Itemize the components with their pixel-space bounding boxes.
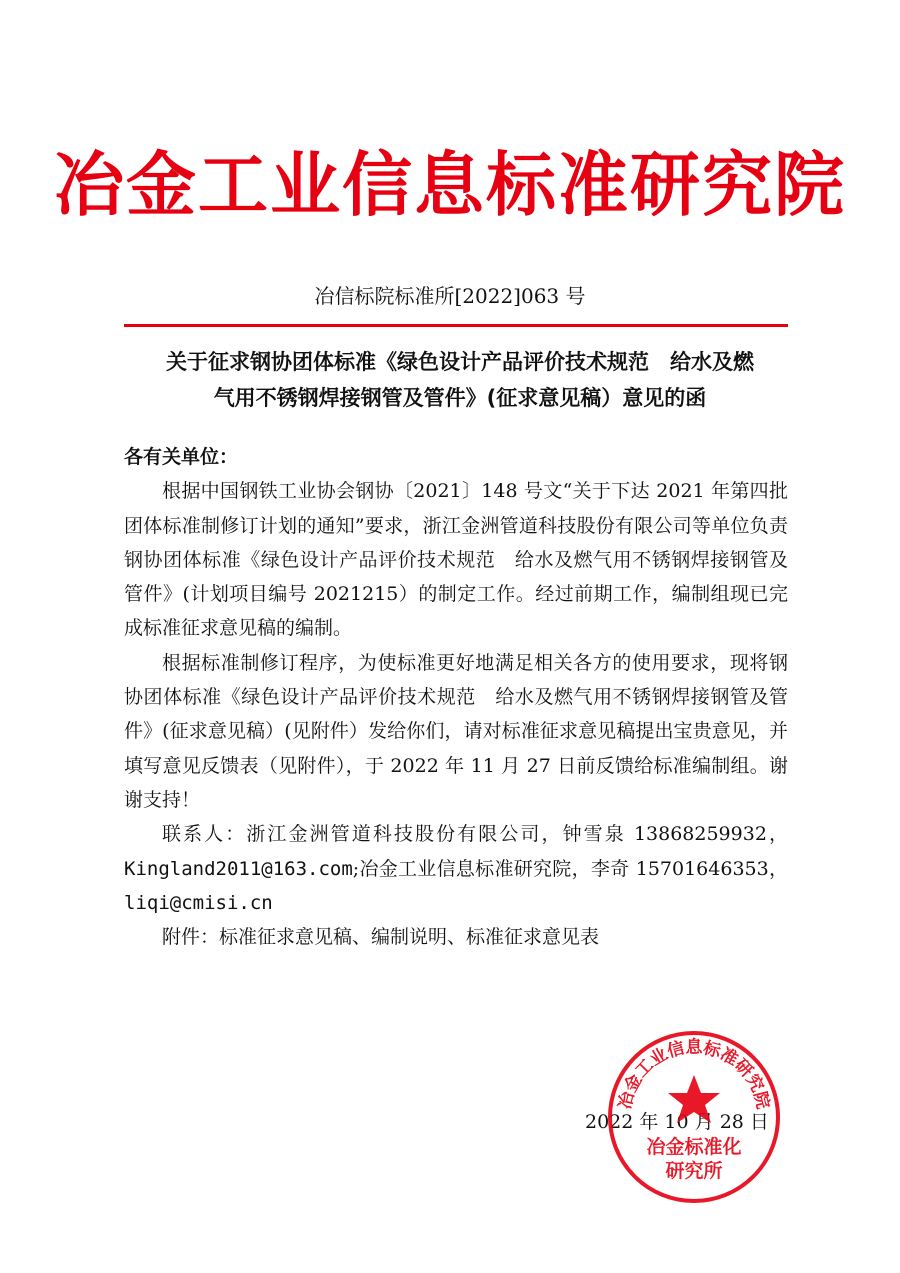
document-title <box>120 344 800 416</box>
official-seal <box>604 1027 784 1207</box>
seal-star-icon <box>668 1075 720 1123</box>
contact-company: 浙江金洲管道科技股份有限公司，钟雪泉 13868259932， <box>246 823 788 846</box>
seal-graphic <box>604 1027 784 1207</box>
contact-email-1: Kingland2011@163.com <box>124 857 353 880</box>
seal-text-top: 冶金工业信息标准研究院 <box>615 1037 773 1112</box>
masthead-org-name: 冶金工业信息标准研究院 <box>54 144 846 226</box>
title-line-1: 关于征求钢协团体标准《绿色设计产品评价技术规范 给水及燃 <box>166 350 754 374</box>
contact-label: 联系人： <box>162 823 247 846</box>
title-line-2: 气用不锈钢焊接钢管及管件》(征求意见稿）意见的函 <box>213 386 707 410</box>
paragraph-1: 根据中国钢铁工业协会钢协〔2021〕148 号文“关于下达 2021 年第四批团体标准制修订计划的通知”要求，浙江金洲管道科技股份有限公司等单位负责钢协团体标准《绿色设计产品评价技术规范 给水及燃气用不锈钢焊接钢管及管件》(计划项目编号 2021215）的制定工作。经过前期工作，编制组现已完成标准征求意见稿的编制。 <box>124 480 788 640</box>
seal-text-center-1: 冶金标准化 <box>646 1136 742 1158</box>
seal-text-center-2: 研究所 <box>665 1160 723 1182</box>
letter-body <box>124 440 788 954</box>
contact-paragraph <box>124 817 788 920</box>
contact-email-2: liqi@cmisi.cn <box>124 891 273 914</box>
document-number: 冶信标院标准所[2022]063 号 <box>314 284 586 308</box>
attachment-line: 附件：标准征求意见稿、编制说明、标准征求意见表 <box>162 926 600 949</box>
red-divider <box>124 324 788 327</box>
salutation: 各有关单位： <box>124 446 239 468</box>
paragraph-2: 根据标准制修订程序，为使标准更好地满足相关各方的使用要求，现将钢协团体标准《绿色设计产品评价技术规范 给水及燃气用不锈钢焊接钢管及管件》(征求意见稿）(见附件）发给你们，请对标准征求意见稿提出宝贵意见，并填写意见反馈表（见附件），于 2022 年 11 月 27 日前反馈给标准编制组。谢谢支持！ <box>124 651 788 811</box>
issue-date: 2022 年 10 月 28 日 <box>585 1111 769 1133</box>
contact-institute: ;冶金工业信息标准研究院，李奇 15701646353， <box>352 857 788 880</box>
